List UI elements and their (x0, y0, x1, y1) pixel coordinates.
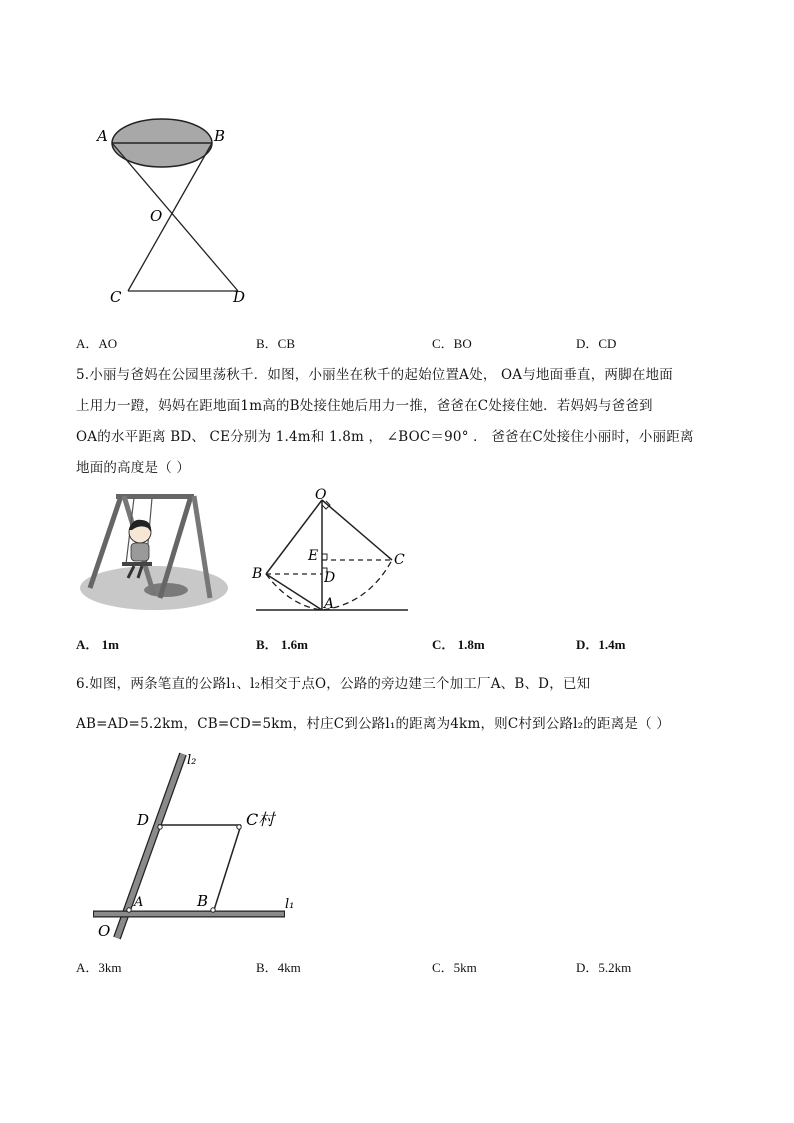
q5-option-b: B． 1.6m (256, 637, 309, 652)
q4-figure (90, 105, 260, 315)
q6-option-b: B．4km (256, 960, 301, 975)
q4-option-a: A．AO (76, 336, 118, 351)
q5-text-line-2: 上用力一蹬，妈妈在距地面1m高的B处接住她后用力一推，爸爸在C处接住她．若妈妈与爸爸到 (76, 398, 653, 414)
q5-label-a: A (324, 596, 335, 612)
q5-segment-oc (322, 500, 392, 560)
q4-option-d: D．CD (576, 336, 617, 351)
q6-text-line-1: 6.如图，两条笔直的公路l₁、l₂相交于点O，公路的旁边建三个加工厂A、B、D，已知 (76, 676, 591, 692)
q4-label-d: D (233, 288, 246, 306)
q6-label-d: D (137, 811, 150, 829)
q5-text-line-3: OA的水平距离 BD、 CE分别为 1.4m和 1.8m ， ∠BOC＝90° ． 爸爸在C处接住小丽时，小丽距离 (76, 429, 694, 445)
q6-point-c (237, 825, 241, 829)
q6-option-c: C．5km (432, 960, 477, 975)
q5-option-c: C． 1.8m (432, 637, 485, 652)
swing-seat (122, 562, 152, 566)
q6-option-a: A．3km (76, 960, 122, 975)
swing-frame-top-bar (116, 494, 194, 499)
q6-label-a: A (134, 895, 144, 910)
q6-geometry-figure (85, 748, 310, 943)
q4-label-o: O (150, 207, 163, 225)
q5-swing-illustration (76, 490, 231, 612)
q6-label-l2: l₂ (187, 753, 197, 768)
q6-segment-cb (214, 825, 241, 910)
q6-label-l1: l₁ (285, 897, 295, 912)
q5-label-o: O (315, 488, 327, 503)
q6-label-c-village: C村 (246, 810, 275, 829)
q6-option-d: D．5.2km (576, 960, 632, 975)
q5-geometry-figure (250, 488, 415, 616)
q4-option-b: B．CB (256, 336, 296, 351)
q5-label-b: B (252, 566, 263, 582)
q4-option-c: C．BO (432, 336, 472, 351)
q6-point-a (127, 908, 131, 912)
q4-label-b: B (214, 127, 226, 145)
q5-text-line-4: 地面的高度是（ ） (76, 460, 191, 476)
q5-option-a: A． 1m (76, 637, 119, 652)
q5-option-d: D．1.4m (576, 637, 626, 652)
q6-point-b (211, 908, 215, 912)
q5-label-c: C (394, 552, 405, 568)
q6-text-line-2: AB=AD=5.2km，CB=CD=5km，村庄C到公路l₁的距离为4km，则C村到公路l₂的距离是（ ） (76, 716, 670, 732)
q5-label-d: D (324, 570, 336, 586)
q5-label-e: E (308, 548, 319, 564)
q4-label-a: A (97, 127, 108, 145)
girl-body (131, 543, 149, 561)
q5-segment-ba (266, 574, 322, 610)
q5-text-line-1: 5.小丽与爸妈在公园里荡秋千．如图，小丽坐在秋千的起始位置A处， OA与地面垂直，两脚在地面 (76, 367, 673, 383)
q6-point-d (158, 825, 162, 829)
q6-label-o: O (98, 922, 111, 940)
q6-label-b: B (197, 892, 209, 910)
q4-label-c: C (110, 288, 122, 306)
